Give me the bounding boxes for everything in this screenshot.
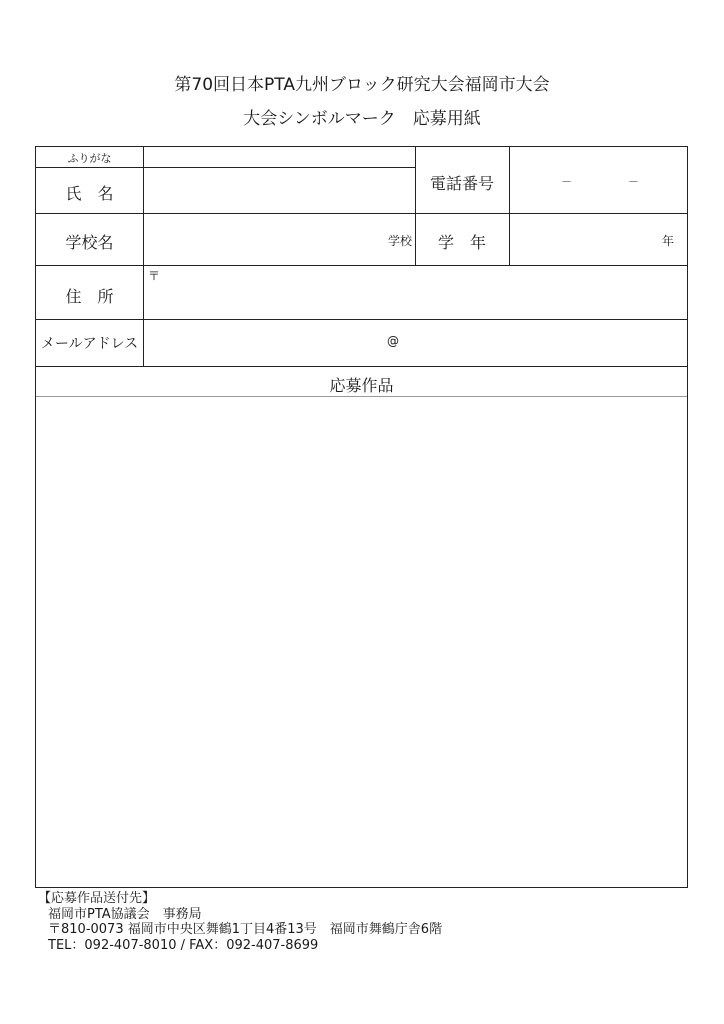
footer-contact: TEL：092-407-8010 / FAX：092-407-8699 bbox=[48, 937, 319, 953]
grade-field[interactable] bbox=[510, 214, 687, 265]
phone-label: 電話番号 bbox=[429, 174, 494, 193]
address-label: 住 所 bbox=[65, 287, 114, 306]
phone-dash-1: － bbox=[561, 175, 572, 188]
footer-address: 〒810-0073 福岡市中央区舞鶴1丁目4番13号 福岡市舞鶴庁舎6階 bbox=[48, 922, 443, 937]
at-mark: @ bbox=[387, 334, 399, 348]
phone-dash-2: － bbox=[628, 175, 639, 188]
application-form bbox=[35, 146, 688, 888]
footer-heading: 【応募作品送付先】 bbox=[38, 891, 156, 906]
email-field[interactable] bbox=[144, 320, 687, 366]
address-field[interactable] bbox=[144, 266, 687, 319]
grade-suffix: 年 bbox=[662, 234, 675, 248]
entry-label: 応募作品 bbox=[329, 376, 394, 395]
phone-field[interactable] bbox=[510, 147, 687, 213]
entry-area[interactable] bbox=[36, 397, 687, 886]
name-label: 氏 名 bbox=[65, 184, 114, 203]
school-suffix: 学校 bbox=[388, 234, 413, 248]
school-field[interactable] bbox=[144, 214, 414, 265]
furigana-label: ふりがな bbox=[67, 152, 112, 165]
page-title: 第70回日本PTA九州ブロック研究大会福岡市大会 bbox=[174, 75, 550, 95]
submission-address bbox=[38, 891, 442, 953]
furigana-field[interactable] bbox=[144, 147, 414, 167]
name-field[interactable] bbox=[144, 168, 414, 213]
footer-org: 福岡市PTA協議会 事務局 bbox=[48, 906, 202, 922]
school-label: 学校名 bbox=[65, 233, 114, 252]
page-subtitle: 大会シンボルマーク 応募用紙 bbox=[243, 109, 481, 129]
row-divider-email bbox=[36, 366, 687, 367]
postal-mark: 〒 bbox=[148, 269, 161, 283]
email-label: メールアドレス bbox=[40, 336, 139, 352]
grade-label: 学 年 bbox=[437, 233, 486, 252]
